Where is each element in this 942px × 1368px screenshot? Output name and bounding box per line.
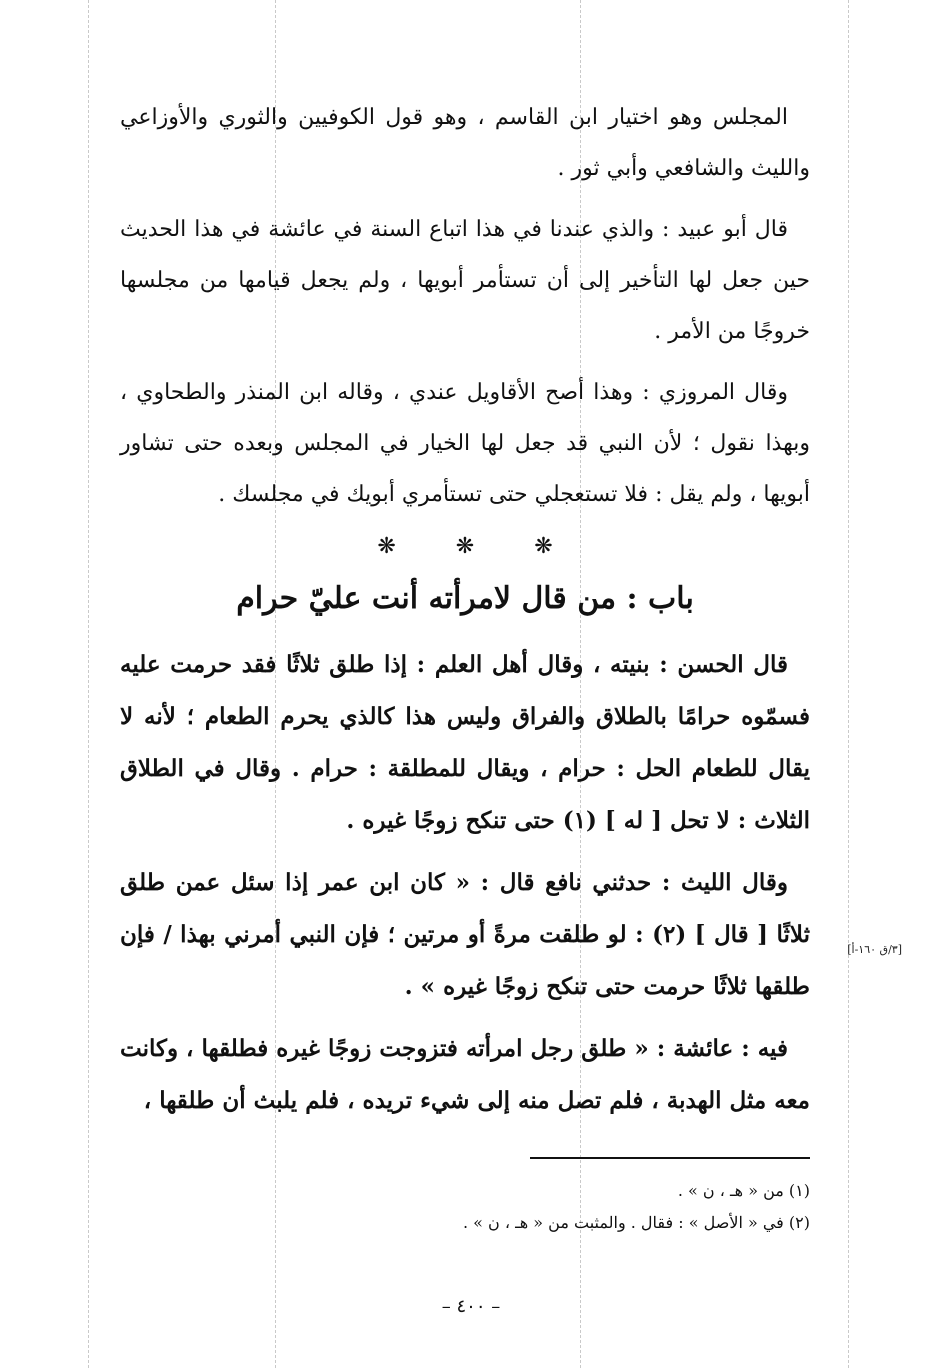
- page-number: – ٤٠٠ –: [441, 1296, 501, 1317]
- paragraph-1: المجلس وهو اختيار ابن القاسم ، وهو قول الكوفيين والثوري والأوزاعي والليث والشافعي وأبي ثور .: [120, 105, 810, 181]
- paragraph-6: فيه : عائشة : « طلق رجل امرأته فتزوجت زوجًا غيره فطلقها ، وكانت معه مثل الهدبة ، فلم تصل منه إلى شيء تريده ، فلم يلبث أن طلقها ،: [120, 1035, 810, 1114]
- paragraph-3: وقال المروزي : وهذا أصح الأقاويل عندي ، وقاله ابن المنذر والطحاوي ، وبهذا نقول ؛ لأن النبي قد جعل لها الخيار في المجلس وبعده حتى تشاور أبويها ، ولم يقل : فلا تستعجلي حتى تستأمري أبويك في مجلسك .: [120, 380, 810, 507]
- guide-line-right: [848, 0, 849, 1368]
- footnotes: [300, 1175, 810, 1239]
- star-ornament: ❋: [377, 534, 396, 559]
- paragraph-2: قال أبو عبيد : والذي عندنا في هذا اتباع السنة في عائشة في هذا الحديث حين جعل لها التأخير إلى أن تستأمر أبويها ، ولم يجعل قيامها من مجلسها خروجًا من الأمر .: [120, 217, 810, 344]
- guide-line-left: [88, 0, 89, 1368]
- margin-reference: [٣/ق ١٦٠-أ]: [847, 943, 902, 956]
- footnote-1: (١) من « هـ ، ن » .: [677, 1181, 810, 1200]
- star-ornament: ❋: [534, 534, 553, 559]
- page-body: [120, 92, 810, 1137]
- footnote-2: (٢) في « الأصل » : فقال . والمثبت من « هـ ، ن » .: [462, 1213, 810, 1232]
- footnote-rule: [530, 1157, 810, 1159]
- star-ornament: ❋: [455, 534, 475, 559]
- paragraph-5: وقال الليث : حدثني نافع قال : « كان ابن عمر إذا سئل عمن طلق ثلاثًا [ قال ] (٢) : لو طلقت مرةً أو مرتين ؛ فإن النبي أمرني بهذا / فإن طلقها ثلاثًا حرمت حتى تنكح زوجًا غيره » .: [120, 869, 810, 1000]
- section-separator: [120, 534, 810, 559]
- paragraph-4: قال الحسن : بنيته ، وقال أهل العلم : إذا طلق ثلاثًا فقد حرمت عليه فسمّوه حرامًا بالطلاق والفراق وليس هذا كالذي يحرم الطعام ؛ لأنه لا يقال للطعام الحل : حرام ، ويقال للمطلقة : حرام . وقال في الطلاق الثلاث : لا تحل [ له ] (١) حتى تنكح زوجًا غيره .: [120, 651, 810, 834]
- chapter-heading: باب : من قال لامرأته أنت عليّ حرام: [236, 581, 694, 616]
